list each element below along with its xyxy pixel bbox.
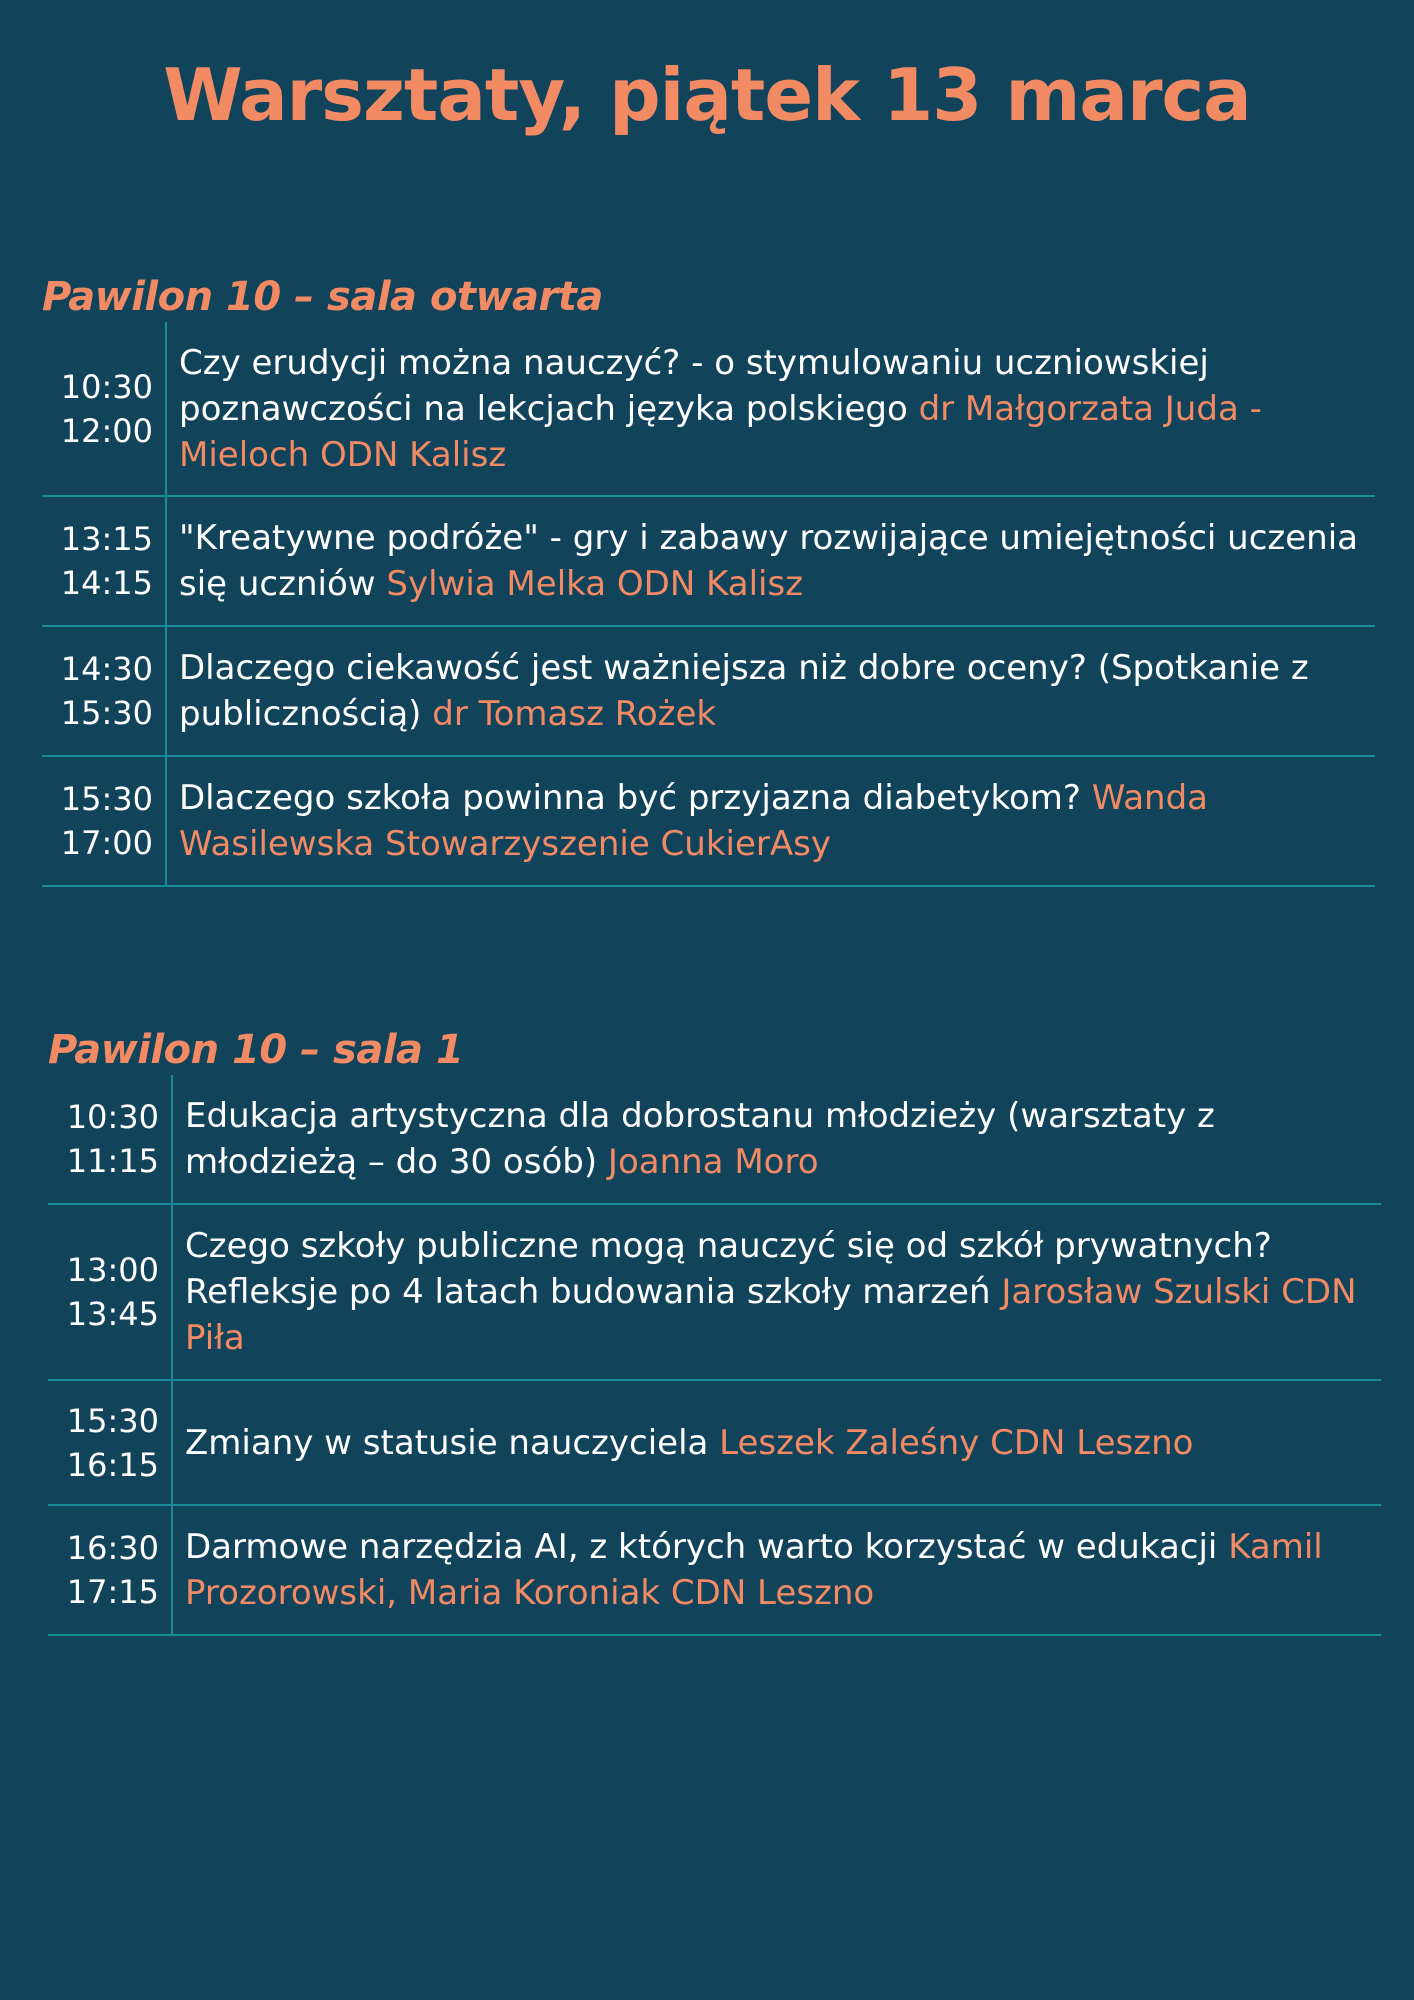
session-speaker: Wanda Wasilewska Stowarzyszenie CukierAsy xyxy=(179,778,1209,864)
session-speaker: Kamil Prozorowski, Maria Koroniak CDN Leszno xyxy=(185,1527,1323,1613)
session-speaker: Joanna Moro xyxy=(607,1142,819,1182)
session-speaker: Jarosław Szulski CDN Piła xyxy=(185,1272,1357,1358)
time-slot xyxy=(48,1205,173,1379)
time-slot xyxy=(48,1381,173,1504)
schedule-row xyxy=(48,1205,1381,1381)
schedule-row xyxy=(42,497,1375,627)
session-topic: Darmowe narzędzia AI, z których warto korzystać w edukacji xyxy=(185,1527,1229,1567)
section-heading: Pawilon 10 – sala otwarta xyxy=(42,274,603,320)
schedule-row xyxy=(48,1075,1381,1205)
session-topic: Czy erudycji można nauczyć? - o stymulowaniu uczniowskiej poznawczości na lekcjach języka polskiego xyxy=(179,342,1209,429)
session-description xyxy=(167,322,1375,495)
time-slot xyxy=(42,757,167,885)
section-heading: Pawilon 10 – sala 1 xyxy=(48,1027,464,1073)
time-slot xyxy=(42,322,167,495)
schedule-table xyxy=(48,1075,1381,1636)
time-slot xyxy=(48,1075,173,1203)
session-topic: Edukacja artystyczna dla dobrostanu młodzieży (warsztaty z młodzieżą – do 30 osób) xyxy=(185,1096,1215,1182)
session-description xyxy=(173,1205,1381,1379)
start-time: 10:30 xyxy=(66,1098,159,1136)
end-time: 13:45 xyxy=(66,1295,159,1333)
session-topic: Czego szkoły publiczne mogą nauczyć się od szkół prywatnych? Refleksje po 4 latach budowania szkoły marzeń xyxy=(185,1226,1272,1312)
start-time: 10:30 xyxy=(60,367,153,406)
session-description xyxy=(173,1381,1381,1504)
session-topic: Dlaczego ciekawość jest ważniejsza niż dobre oceny? (Spotkanie z publicznością) xyxy=(179,648,1309,734)
session-topic: "Kreatywne podróże" - gry i zabawy rozwijające umiejętności uczenia się uczniów xyxy=(179,518,1359,604)
session-topic: Dlaczego szkoła powinna być przyjazna diabetykom? xyxy=(179,778,1092,818)
end-time: 11:15 xyxy=(66,1142,159,1180)
session-description xyxy=(173,1506,1381,1634)
end-time: 17:15 xyxy=(66,1573,159,1611)
schedule-table xyxy=(42,322,1375,887)
end-time: 12:00 xyxy=(60,411,153,450)
end-time: 17:00 xyxy=(60,824,153,862)
session-speaker: dr Małgorzata Juda - Mieloch ODN Kalisz xyxy=(179,388,1262,475)
session-description xyxy=(167,627,1375,755)
start-time: 14:30 xyxy=(60,650,153,688)
time-slot xyxy=(42,497,167,625)
session-speaker: Leszek Zaleśny CDN Leszno xyxy=(719,1422,1194,1463)
schedule-row xyxy=(48,1381,1381,1506)
section-sala-1 xyxy=(48,1025,1381,1636)
start-time: 16:30 xyxy=(66,1529,159,1567)
schedule-row xyxy=(48,1506,1381,1636)
schedule-row xyxy=(42,627,1375,757)
start-time: 15:30 xyxy=(60,780,153,818)
section-sala-otwarta xyxy=(42,272,1375,887)
end-time: 16:15 xyxy=(66,1445,159,1484)
end-time: 14:15 xyxy=(60,564,153,602)
schedule-row xyxy=(42,322,1375,497)
time-slot xyxy=(42,627,167,755)
session-speaker: dr Tomasz Rożek xyxy=(432,694,717,734)
page-title: Warsztaty, piątek 13 marca xyxy=(163,53,1251,137)
session-speaker: Sylwia Melka ODN Kalisz xyxy=(386,564,804,604)
start-time: 15:30 xyxy=(66,1401,159,1440)
session-description xyxy=(167,497,1375,625)
end-time: 15:30 xyxy=(60,694,153,732)
session-topic: Zmiany w statusie nauczyciela xyxy=(185,1422,720,1463)
session-description xyxy=(167,757,1375,885)
start-time: 13:15 xyxy=(60,520,153,558)
start-time: 13:00 xyxy=(66,1251,159,1289)
time-slot xyxy=(48,1506,173,1634)
schedule-row xyxy=(42,757,1375,887)
session-description xyxy=(173,1075,1381,1203)
